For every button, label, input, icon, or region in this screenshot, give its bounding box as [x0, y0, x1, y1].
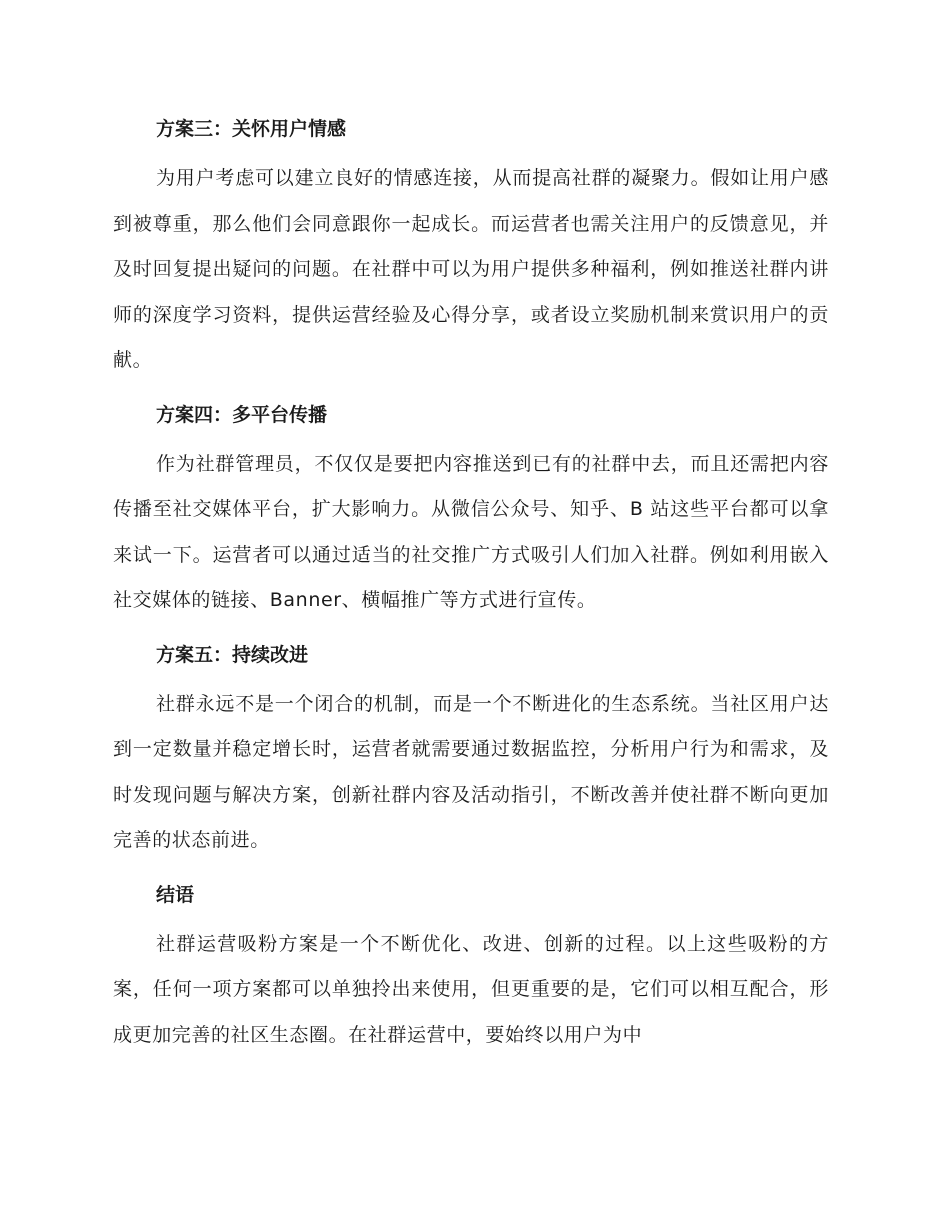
- section-paragraph-plan-5: 社群永远不是一个闭合的机制，而是一个不断进化的生态系统。当社区用户达到一定数量并稳定增长时，运营者就需要通过数据监控，分析用户行为和需求，及时发现问题与解决方案，创新社群内容及活动指引，不断改善并使社群不断向更加完善的状态前进。: [113, 692, 829, 851]
- section-heading-conclusion: 结语: [156, 883, 195, 906]
- section-paragraph-plan-3: 为用户考虑可以建立良好的情感连接，从而提高社群的凝聚力。假如让用户感到被尊重，那么他们会同意跟你一起成长。而运营者也需关注用户的反馈意见，并及时回复提出疑问的问题。在社群中可以为用户提供多种福利，例如推送社群内讲师的深度学习资料，提供运营经验及心得分享，或者设立奖励机制来赏识用户的贡献。: [113, 167, 829, 371]
- section-heading-plan-5: 方案五：持续改进: [156, 643, 309, 666]
- section-paragraph-conclusion: 社群运营吸粉方案是一个不断优化、改进、创新的过程。以上这些吸粉的方案，任何一项方案都可以单独拎出来使用，但更重要的是，它们可以相互配合，形成更加完善的社区生态圈。在社群运营中，要始终以用户为中: [113, 932, 829, 1046]
- document-body: [113, 112, 829, 1058]
- section-heading-plan-4: 方案四：多平台传播: [156, 403, 328, 426]
- section-heading-plan-3: 方案三：关怀用户情感: [156, 118, 347, 140]
- section-paragraph-plan-4: 作为社群管理员，不仅仅是要把内容推送到已有的社群中去，而且还需把内容传播至社交媒体平台，扩大影响力。从微信公众号、知乎、B 站这些平台都可以拿来试一下。运营者可以通过适当的社交推广方式吸引人们加入社群。例如利用嵌入社交媒体的链接、Banner、横幅推广等方式进行宣传。: [113, 452, 829, 611]
